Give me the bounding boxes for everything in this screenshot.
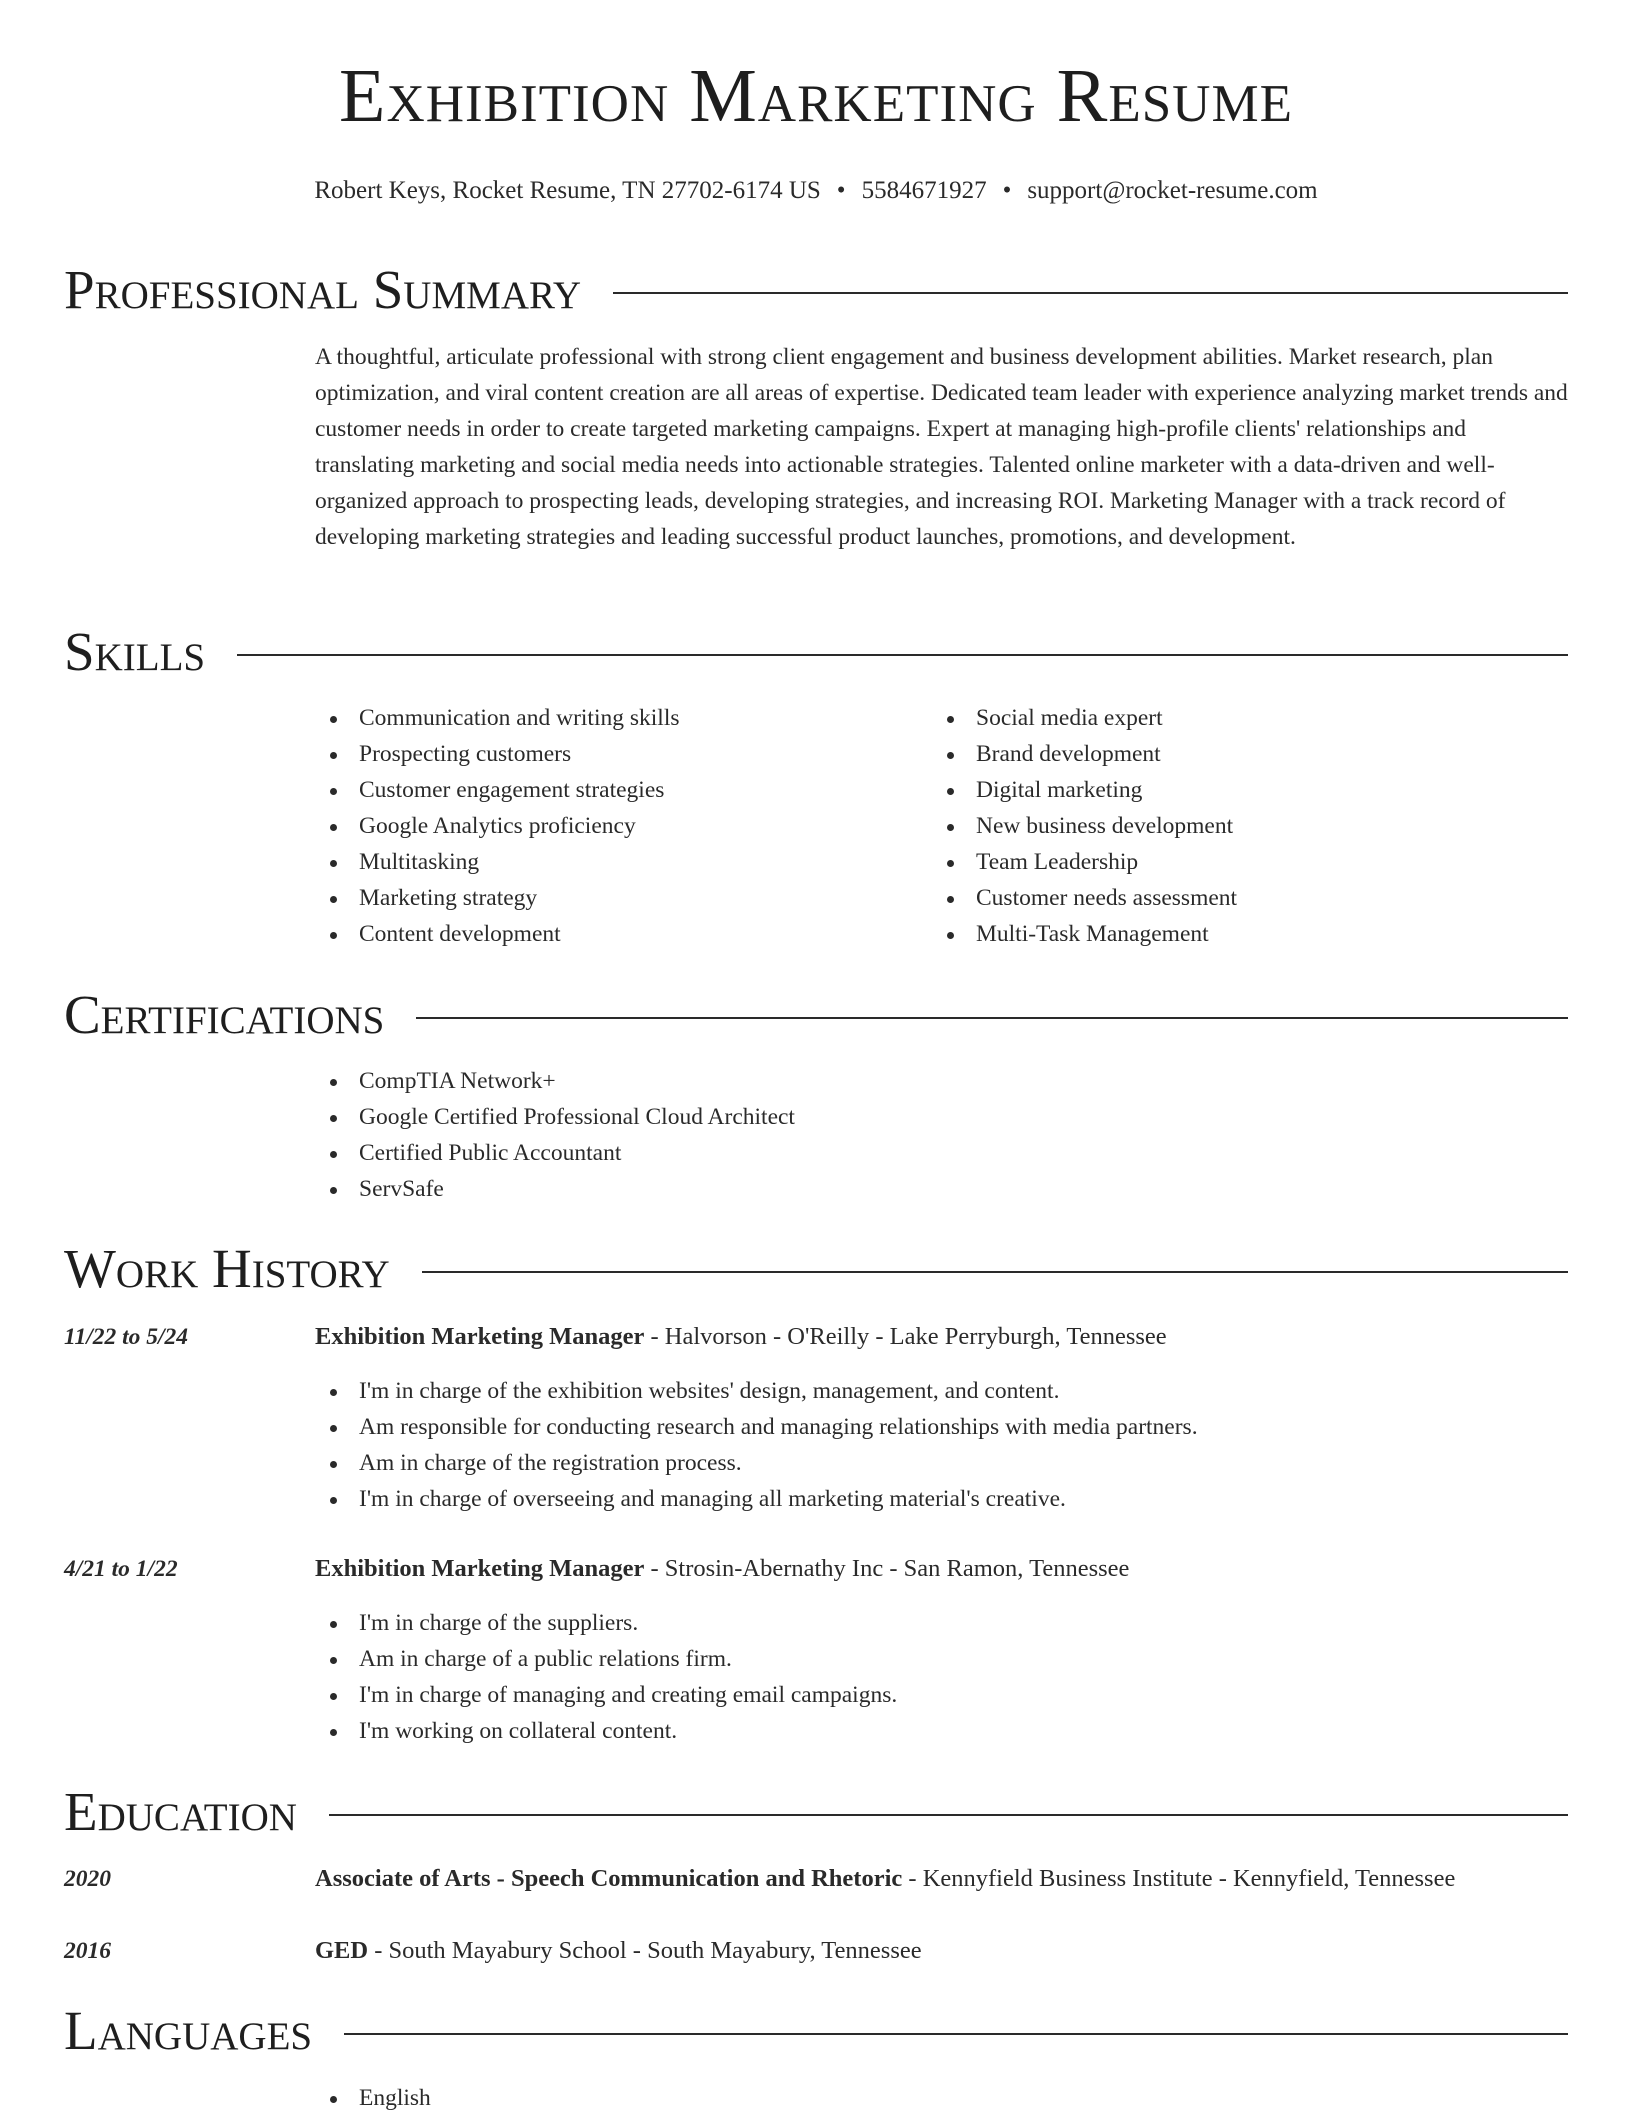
contact-email: support@rocket-resume.com <box>1027 177 1318 204</box>
education-entry <box>315 1861 1455 1897</box>
education-heading <box>64 1781 1568 1842</box>
skill-item: Digital marketing <box>932 772 1237 808</box>
skill-item: Google Analytics proficiency <box>315 808 680 844</box>
job-bullet: I'm in charge of overseeing and managing all marketing material's creative. <box>315 1481 1198 1517</box>
work-history-heading <box>64 1238 1568 1299</box>
skill-item: New business development <box>932 808 1237 844</box>
job-details: - Halvorson - O'Reilly - Lake Perryburgh, Tennessee <box>644 1323 1167 1350</box>
education-details: - South Mayabury School - South Mayabury, Tennessee <box>368 1937 922 1964</box>
job-details: - Strosin-Abernathy Inc - San Ramon, Tennessee <box>644 1555 1130 1582</box>
languages-heading <box>64 2000 1568 2061</box>
job-bullets <box>315 1373 1198 1517</box>
certifications-list <box>315 1063 795 1207</box>
resume-title: Exhibition Marketing Resume <box>339 54 1293 138</box>
certifications-heading-text: Certifications <box>64 984 385 1045</box>
job-title: Exhibition Marketing Manager <box>315 1323 645 1350</box>
education-year: 2020 <box>64 1866 111 1892</box>
skill-item: Customer engagement strategies <box>315 772 680 808</box>
job-bullet: Am in charge of a public relations firm. <box>315 1641 897 1677</box>
job-bullet: I'm in charge of managing and creating email campaigns. <box>315 1677 897 1713</box>
certification-item: CompTIA Network+ <box>315 1063 795 1099</box>
education-heading-text: Education <box>64 1781 297 1842</box>
job-bullet: I'm in charge of the suppliers. <box>315 1605 897 1641</box>
skill-item: Brand development <box>932 736 1237 772</box>
job-dates: 4/21 to 1/22 <box>64 1556 178 1582</box>
job-bullet: Am in charge of the registration process. <box>315 1445 1198 1481</box>
skill-item: Prospecting customers <box>315 736 680 772</box>
certifications-heading <box>64 984 1568 1045</box>
skill-item: Marketing strategy <box>315 880 680 916</box>
job-bullet: I'm in charge of the exhibition websites' design, management, and content. <box>315 1373 1198 1409</box>
skill-item: Team Leadership <box>932 844 1237 880</box>
education-degree: Associate of Arts - Speech Communication and Rhetoric <box>315 1865 903 1892</box>
languages-heading-text: Languages <box>64 2000 313 2061</box>
education-year: 2016 <box>64 1938 111 1964</box>
language-item: English <box>315 2080 431 2116</box>
contact-line <box>64 176 1568 206</box>
section-divider <box>329 1814 1568 1816</box>
skill-item: Communication and writing skills <box>315 700 680 736</box>
summary-heading-text: Professional Summary <box>64 259 582 320</box>
certification-item: ServSafe <box>315 1171 795 1207</box>
job-bullet: Am responsible for conducting research and managing relationships with media partners. <box>315 1409 1198 1445</box>
skills-right-column <box>932 700 1237 952</box>
job-bullet: I'm working on collateral content. <box>315 1713 897 1749</box>
job-bullets <box>315 1605 897 1749</box>
education-degree: GED <box>315 1937 369 1964</box>
skill-item: Content development <box>315 916 680 952</box>
contact-address: Robert Keys, Rocket Resume, TN 27702-6174 US <box>314 177 821 204</box>
certification-item: Certified Public Accountant <box>315 1135 795 1171</box>
section-divider <box>237 654 1568 656</box>
summary-heading <box>64 259 1568 320</box>
skills-heading-text: Skills <box>64 621 206 682</box>
skills-left-column <box>315 700 680 952</box>
section-divider <box>416 1017 1568 1019</box>
section-divider <box>422 1271 1568 1273</box>
languages-list <box>315 2080 431 2116</box>
certification-item: Google Certified Professional Cloud Architect <box>315 1099 795 1135</box>
contact-separator: • <box>1002 177 1012 204</box>
skill-item: Multitasking <box>315 844 680 880</box>
contact-phone: 5584671927 <box>861 177 987 204</box>
summary-text: A thoughtful, articulate professional with strong client engagement and business development abilities. Market research, plan optimization, and viral content creation are all areas of expertise. Dedicated team leader with experience analyzing market trends and customer needs in order to create targeted marketing campaigns. Expert at managing high-profile clients' relationships and translating marketing and social media needs into actionable strategies. Talented online marketer with a data-driven and well-organized approach to prospecting leads, developing strategies, and increasing ROI. Marketing Manager with a track record of developing marketing strategies and leading successful product launches, promotions, and development. <box>315 344 1568 550</box>
job-dates: 11/22 to 5/24 <box>64 1324 189 1350</box>
job-header <box>315 1319 1167 1355</box>
section-divider <box>344 2033 1568 2035</box>
education-details: - Kennyfield Business Institute - Kennyfield, Tennessee <box>902 1865 1456 1892</box>
contact-separator: • <box>836 177 846 204</box>
work-history-heading-text: Work History <box>64 1238 390 1299</box>
skills-heading <box>64 621 1568 682</box>
skill-item: Social media expert <box>932 700 1237 736</box>
skill-item: Multi-Task Management <box>932 916 1237 952</box>
job-title: Exhibition Marketing Manager <box>315 1555 645 1582</box>
section-divider <box>613 292 1568 294</box>
skill-item: Customer needs assessment <box>932 880 1237 916</box>
job-header <box>315 1551 1129 1587</box>
education-entry <box>315 1933 922 1969</box>
